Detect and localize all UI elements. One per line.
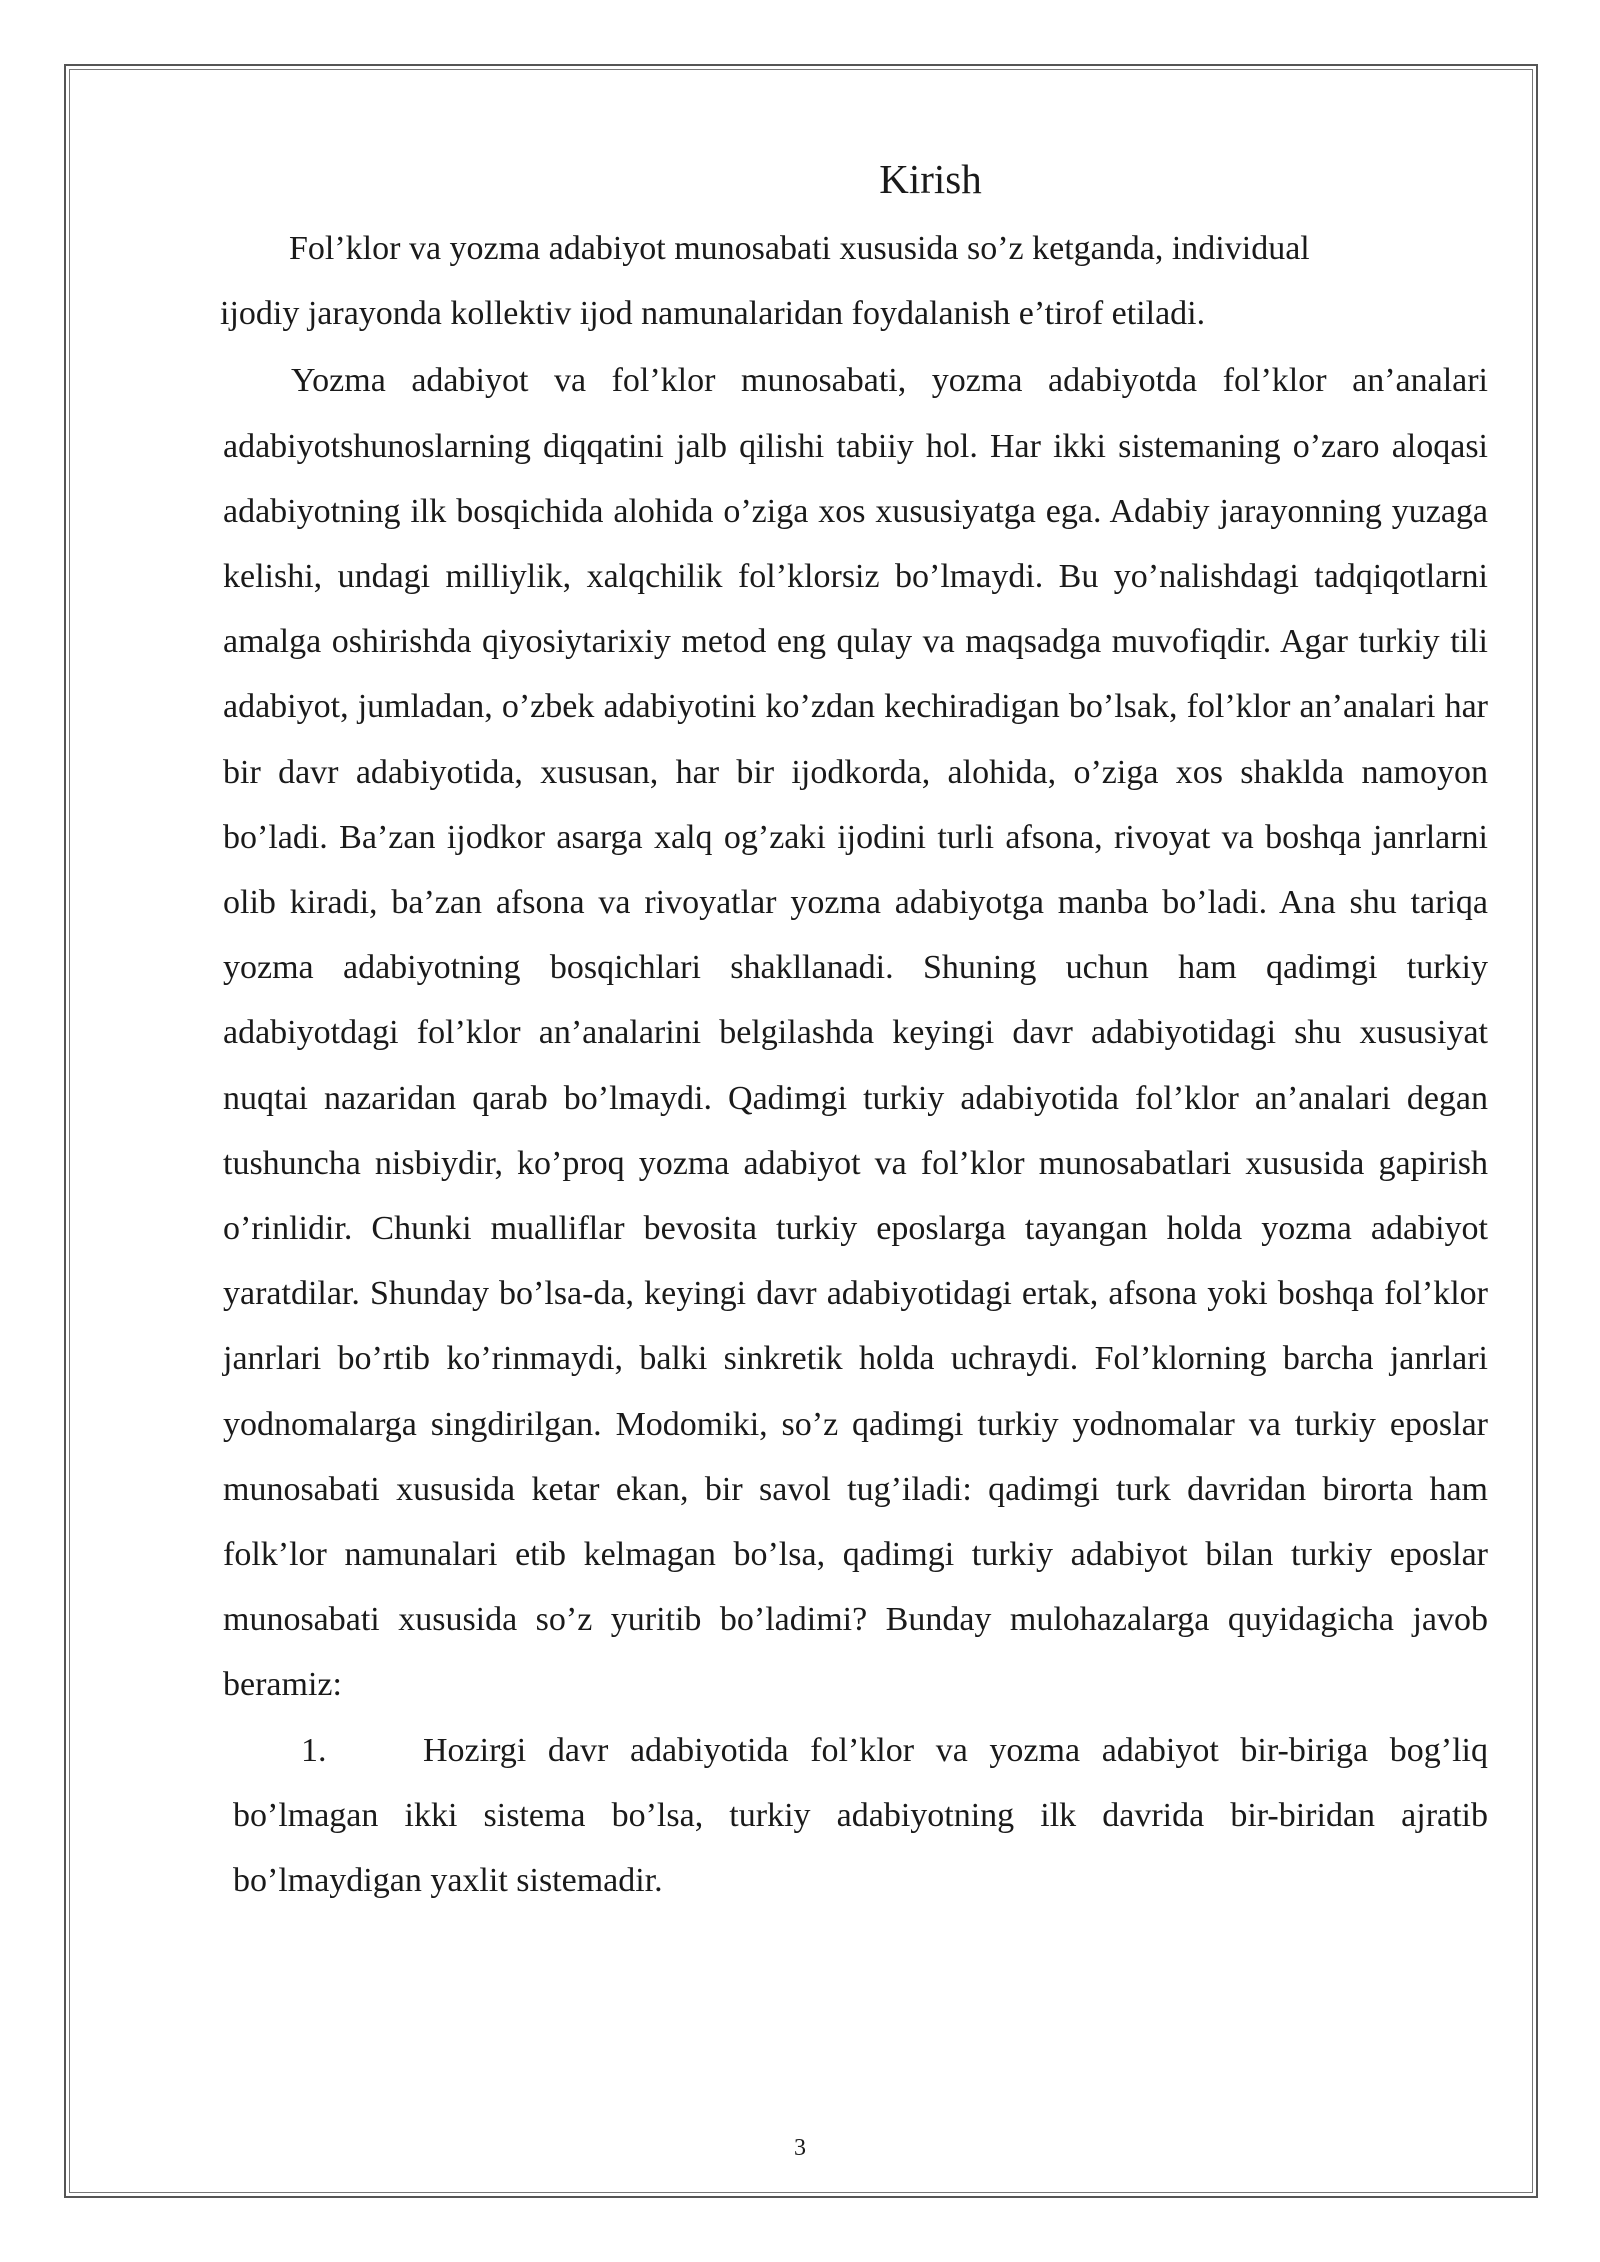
intro-paragraph-line-2: ijodiy jarayonda kollektiv ijod namunalaridan foydalanish e’tirof etiladi.: [220, 295, 1206, 333]
main-paragraph: Yozma adabiyot va fol’klor munosabati, yozma adabiyotda fol’klor an’analari adabiyotshunoslarning diqqatini jalb qilishi tabiiy hol. Har ikki sistemaning o’zaro aloqasi adabiyotning ilk bosqichida alohida o’ziga xos xususiyatga ega. Adabiy jarayonning yuzaga kelishi, undagi milliylik, xalqchilik fol’klorsiz bo’lmaydi. Bu yo’nalishdagi tadqiqotlarni amalga oshirishda qiyosiytarixiy metod eng qulay va maqsadga muvofiqdir. Agar turkiy tili adabiyot, jumladan, o’zbek adabiyotini ko’zdan kechiradigan bo’lsak, fol’klor an’analari har bir davr adabiyotida, xususan, har bir ijodkorda, alohida, o’ziga xos shaklda namoyon bo’ladi. Ba’zan ijodkor asarga xalq og’zaki ijodini turli afsona, rivoyat va boshqa janrlarni olib kiradi, ba’zan afsona va rivoyatlar yozma adabiyotga manba bo’ladi. Ana shu tariqa yozma adabiyotning bosqichlari shakllanadi. Shuning uchun ham qadimgi turkiy adabiyotdagi fol’klor an’analarini belgilashda keyingi davr adabiyotidagi shu xususiyat nuqtai nazaridan qarab bo’lmaydi. Qadimgi turkiy adabiyotida fol’klor an’analari degan tushuncha nisbiydir, ko’proq yozma adabiyot va fol’klor munosabatlari xususida gapirish o’rinlidir. Chunki mualliflar bevosita turkiy eposlarga tayangan holda yozma adabiyot yaratdilar. Shunday bo’lsa-da, keyingi davr adabiyotidagi ertak, afsona yoki boshqa fol’klor janrlari bo’rtib ko’rinmaydi, balki sinkretik holda uchraydi. Fol’klorning barcha janrlari yodnomalarga singdirilgan. Modomiki, so’z qadimgi turkiy yodnomalar va turkiy eposlar munosabati xususida ketar ekan, bir savol tug’iladi: qadimgi turk davridan birorta ham folk’lor namunalari etib kelmagan bo’lsa, qadimgi turkiy adabiyot bilan turkiy eposlar munosabati xususida so’z yuritib bo’ladimi? Bunday mulohazalarga quyidagicha javob beramiz:: [223, 362, 1488, 1704]
intro-paragraph-line-1: Fol’klor va yozma adabiyot munosabati xususida so’z ketganda, individual: [289, 230, 1310, 267]
list-item-number: 1.: [301, 1731, 327, 1769]
list-item: [223, 1718, 1488, 1914]
document-title: Kirish: [879, 156, 982, 202]
page-number: 3: [794, 2135, 806, 2161]
list-item-text: Hozirgi davr adabiyotida fol’klor va yozma adabiyot bir-biriga bog’liq bo’lmagan ikki sistema bo’lsa, turkiy adabiyotning ilk davrida bir-biridan ajratib bo’lmaydigan yaxlit sistemadir.: [233, 1731, 1488, 1900]
intro-paragraph: [220, 216, 1488, 346]
document-body: [220, 150, 1488, 1913]
